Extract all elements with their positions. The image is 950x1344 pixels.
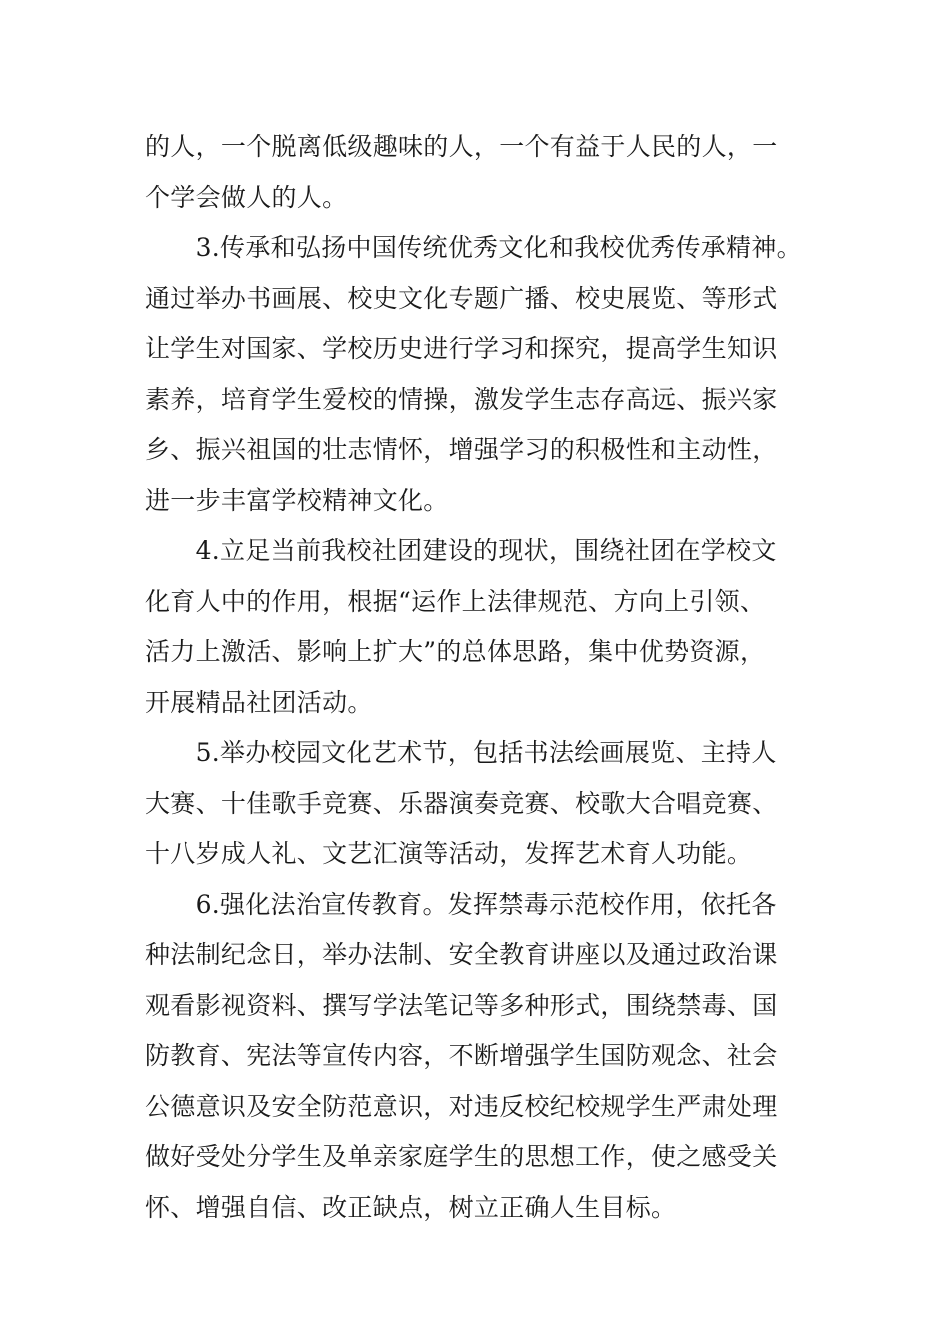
text-line: 防教育、宪法等宣传内容，不断增强学生国防观念、社会: [145, 1041, 778, 1070]
body-text: [145, 122, 825, 1233]
text-line: 个学会做人的人。: [145, 182, 348, 212]
text-line: 素养，培育学生爱校的情操，激发学生志存高远、振兴家: [145, 384, 778, 414]
text-line: 让学生对国家、学校历史进行学习和探究，提高学生知识: [145, 334, 778, 363]
text-line: 公德意识及安全防范意识，对违反校纪校规学生严肃处理: [145, 1091, 778, 1121]
text-line: 6.强化法治宣传教育。发挥禁毒示范校作用，依托各: [145, 889, 777, 919]
text-line: 通过举办书画展、校史文化专题广播、校史展览、等形式: [145, 283, 778, 313]
text-line: 5.举办校园文化艺术节，包括书法绘画展览、主持人: [145, 738, 777, 767]
text-line: 的人，一个脱离低级趣味的人，一个有益于人民的人，一: [145, 132, 778, 161]
text-line: 进一步丰富学校精神文化。: [145, 485, 449, 515]
text-line: 活力上激活、影响上扩大”的总体思路，集中优势资源，: [145, 637, 766, 666]
text-line: 乡、振兴祖国的壮志情怀，增强学习的积极性和主动性，: [145, 435, 778, 464]
text-line: 开展精品社团活动。: [145, 687, 373, 717]
text-line: 观看影视资料、撰写学法笔记等多种形式，围绕禁毒、国: [145, 990, 778, 1020]
text-line: 大赛、十佳歌手竞赛、乐器演奏竞赛、校歌大合唱竞赛、: [145, 788, 778, 818]
text-line: 种法制纪念日，举办法制、安全教育讲座以及通过政治课: [145, 940, 778, 969]
text-line: 做好受处分学生及单亲家庭学生的思想工作，使之感受关: [145, 1142, 778, 1171]
text-line: 十八岁成人礼、文艺汇演等活动，发挥艺术育人功能。: [145, 839, 753, 868]
text-line: 化育人中的作用，根据“运作上法律规范、方向上引领、: [145, 586, 766, 616]
text-line: 4.立足当前我校社团建设的现状，围绕社团在学校文: [145, 536, 777, 565]
text-line: 3.传承和弘扬中国传统优秀文化和我校优秀传承精神。: [145, 233, 802, 262]
text-line: 怀、增强自信、改正缺点，树立正确人生目标。: [145, 1192, 677, 1222]
